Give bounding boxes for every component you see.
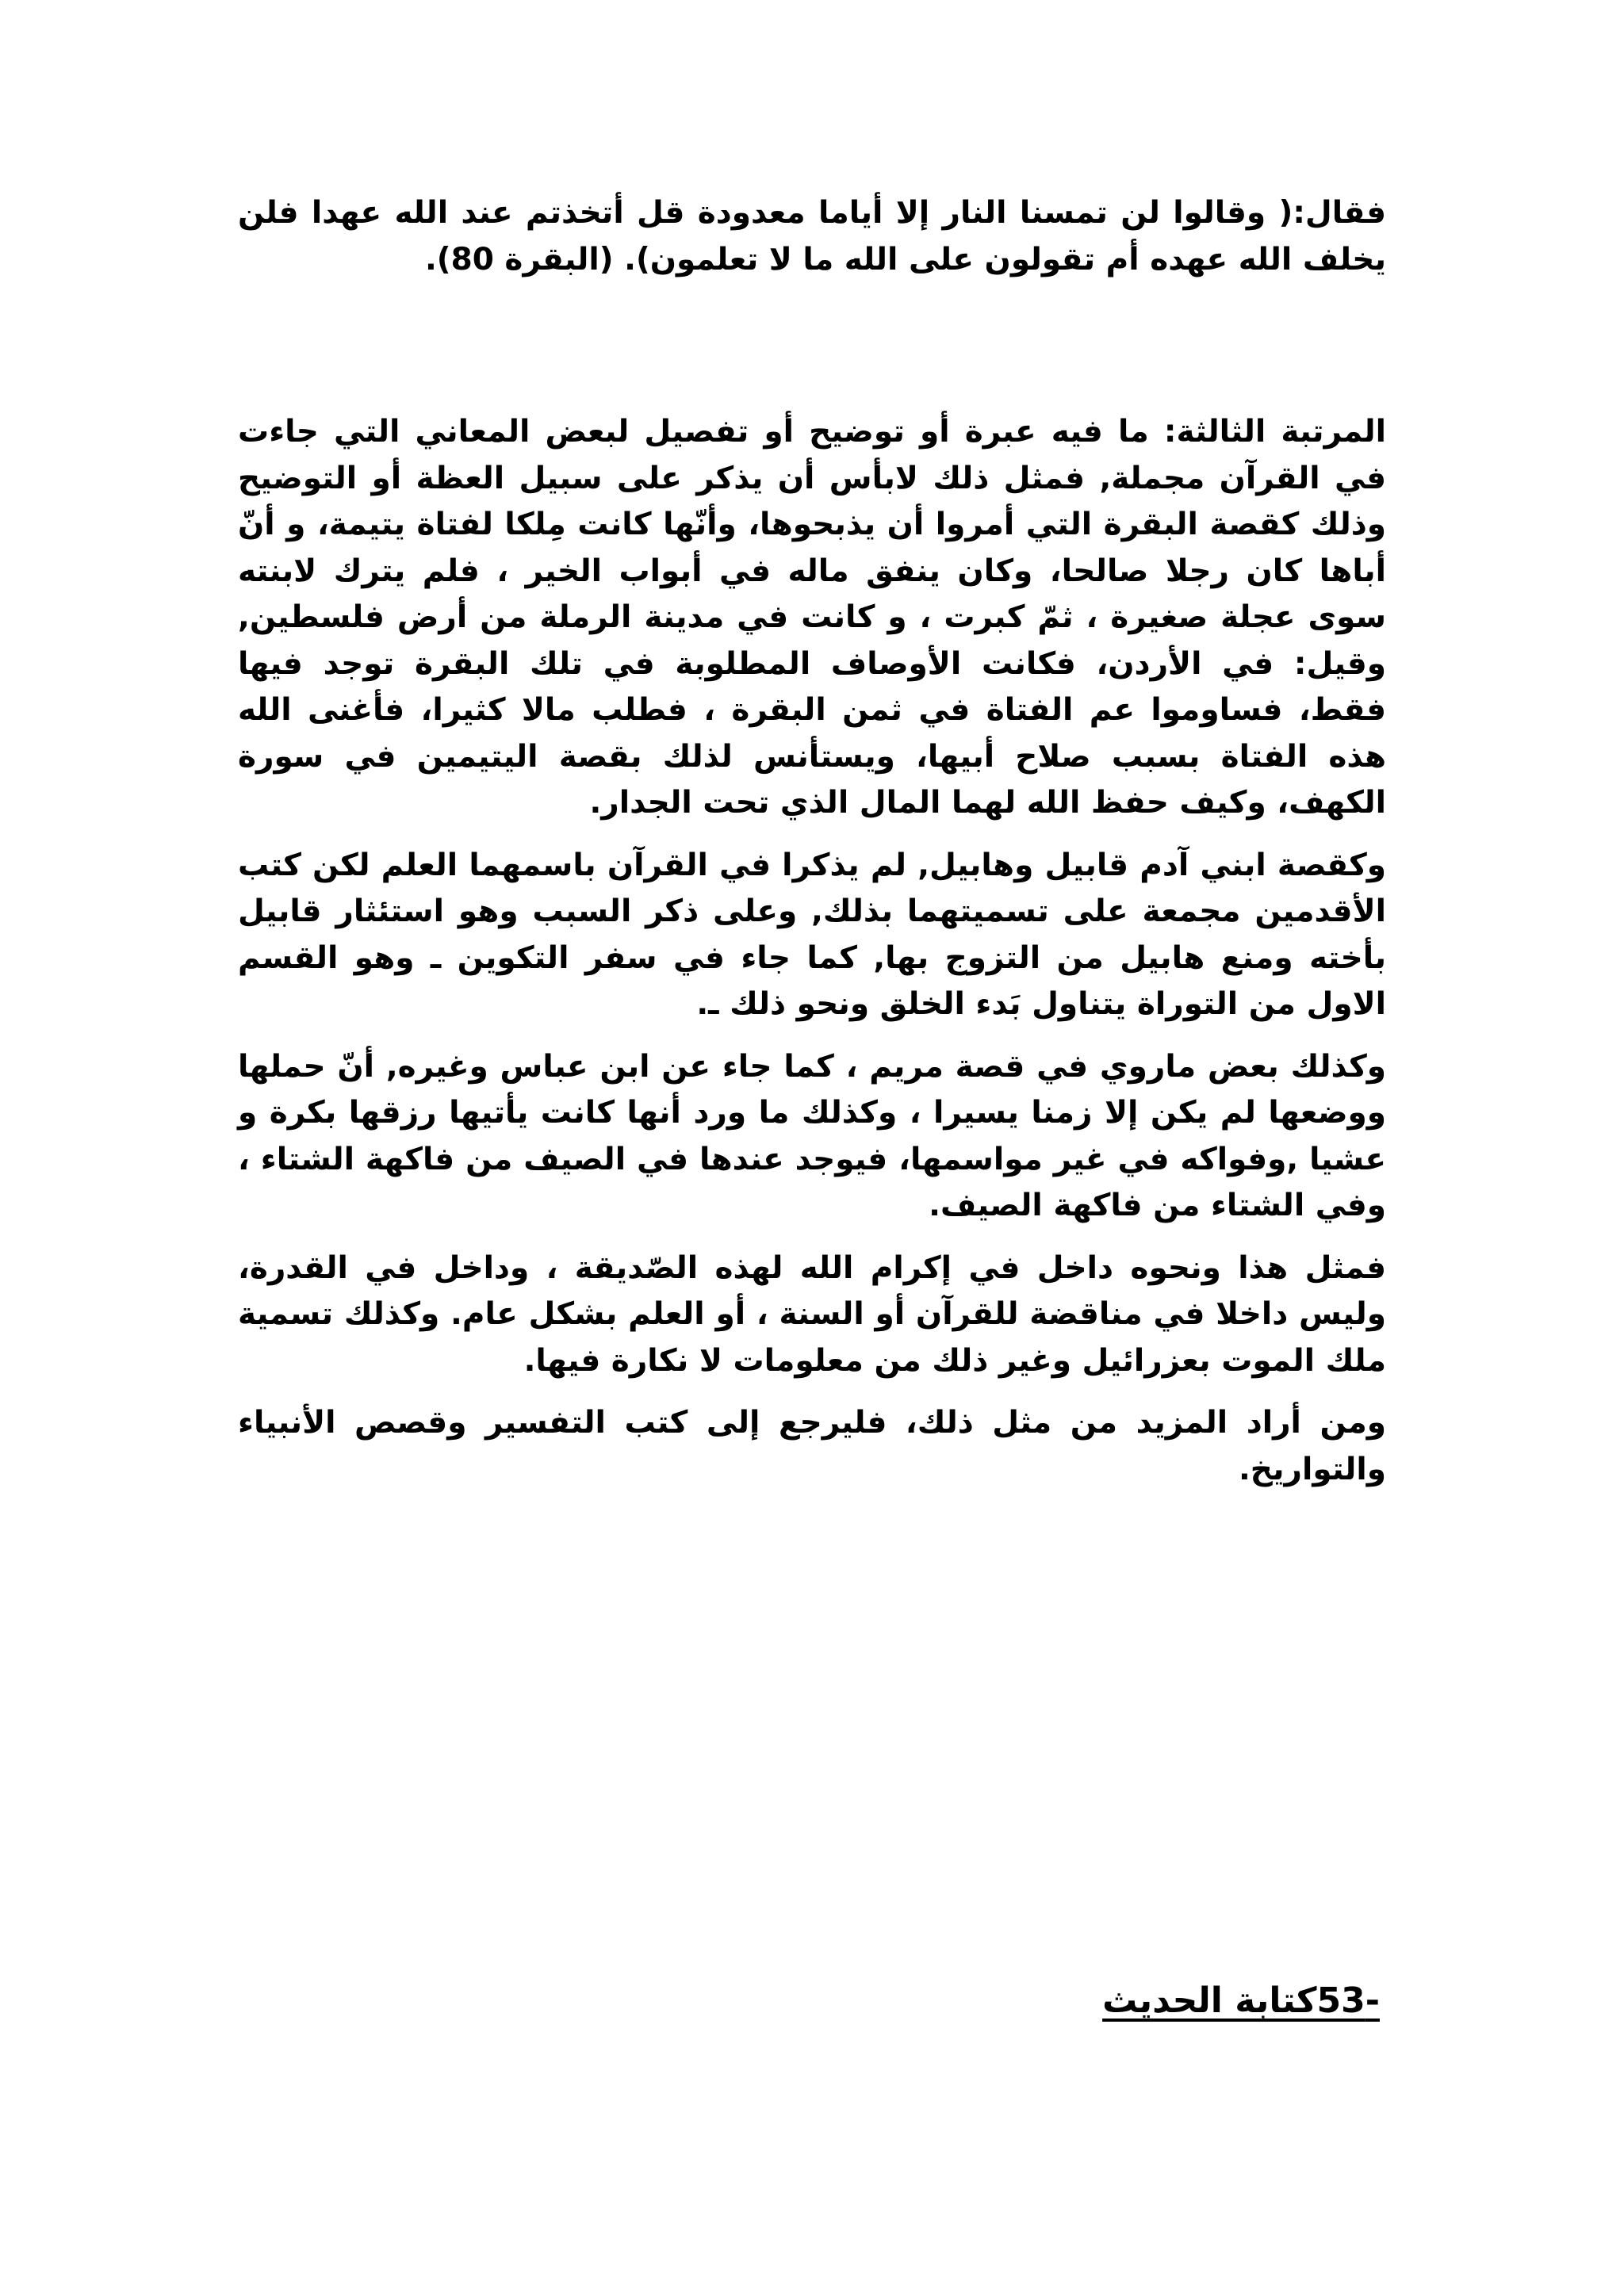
page-number-title: -53كتابة الحديث [1102,1980,1380,2021]
page-footer [1047,1977,1380,2025]
quote-block [238,190,1386,299]
paragraph-further-reading: ومن أراد المزيد من مثل ذلك، فليرجع إلى كتب التفسير وقصص الأنبياء والتواريخ. [238,1405,1386,1487]
paragraph-adam-sons: وكقصة ابني آدم قابيل وهابيل, لم يذكرا في القرآن باسمهما العلم لكن كتب الأقدمين مجمعة على تسميتهما بذلك, وعلى ذكر السبب وهو استئثار قابيل بأخته ومنع هابيل من التزوج بها, كما جاء في سفر التكوين ـ وهو القسم الاول من التوراة يتناول بَدء الخلق ونحو ذلك ـ. [238,847,1386,1022]
main-text [238,409,1386,1509]
paragraph-third-rank: المرتبة الثالثة: ما فيه عبرة أو توضيح أو تفصيل لبعض المعاني التي جاءت في القرآن مجملة, فمثل ذلك لابأس أن يذكر على سبيل العظة أو التوضيح وذلك كقصة البقرة التي أمروا أن يذبحوها، وأنّها كانت مِلكا لفتاة يتيمة، و أنّ أباها كان رجلا صالحا، وكان ينفق ماله في أبواب الخير ، فلم يترك لابنته سوى عجلة صغيرة ، ثمّ كبرت ، و كانت في مدينة الرملة من أرض فلسطين, وقيل: في الأردن، فكانت الأوصاف المطلوبة في تلك البقرة توجد فيها فقط، فساوموا عم الفتاة في ثمن البقرة ، فطلب مالا كثيرا، فأغنى الله هذه الفتاة بسبب صلاح أبيها، ويستأنس لذلك بقصة اليتيمين في سورة الكهف، وكيف حفظ الله لهما المال الذي تحت الجدار. [238,414,1386,821]
paragraph-honor: فمثل هذا ونحوه داخل في إكرام الله لهذه الصّديقة ، وداخل في القدرة، وليس داخلا في مناقضة للقرآن أو السنة ، أو العلم بشكل عام. وكذلك تسمية ملك الموت بعزرائيل وغير ذلك من معلومات لا نكارة فيها. [238,1249,1386,1379]
quote-paragraph: فقال:( وقالوا لن تمسنا النار إلا أياما معدودة قل أتخذتم عند الله عهدا فلن يخلف الله عهده أم تقولون على الله ما لا تعلمون). (البقرة 80). [238,195,1386,277]
paragraph-maryam: وكذلك بعض ماروي في قصة مريم ، كما جاء عن ابن عباس وغيره, أنّ حملها ووضعها لم يكن إلا زمنا يسيرا ، وكذلك ما ورد أنها كانت يأتيها رزقها بكرة و عشيا ,وفواكه في غير مواسمها، فيوجد عندها في الصيف من فاكهة الشتاء ، وفي الشتاء من فاكهة الصيف. [238,1048,1386,1223]
